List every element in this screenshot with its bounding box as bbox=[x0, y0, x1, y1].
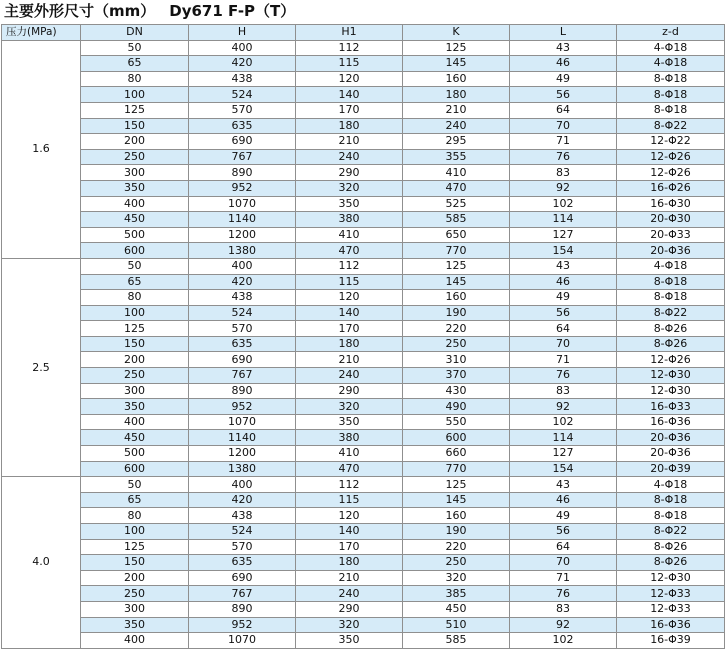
title-model: Dy671 F-P（T） bbox=[169, 2, 296, 20]
table-row bbox=[2, 243, 725, 259]
cell-zd: 12-Φ33 bbox=[617, 586, 725, 602]
table-row bbox=[2, 56, 725, 72]
cell-l: 102 bbox=[510, 414, 617, 430]
cell-h: 690 bbox=[189, 352, 296, 368]
cell-zd: 8-Φ22 bbox=[617, 118, 725, 134]
cell-dn: 250 bbox=[81, 149, 189, 165]
cell-dn: 250 bbox=[81, 368, 189, 384]
cell-h1: 240 bbox=[296, 149, 403, 165]
table-row bbox=[2, 539, 725, 555]
cell-l: 56 bbox=[510, 305, 617, 321]
cell-dn: 50 bbox=[81, 477, 189, 493]
cell-l: 102 bbox=[510, 196, 617, 212]
table-row bbox=[2, 336, 725, 352]
cell-zd: 16-Φ39 bbox=[617, 633, 725, 649]
cell-h1: 210 bbox=[296, 570, 403, 586]
cell-h1: 210 bbox=[296, 134, 403, 150]
cell-k: 160 bbox=[403, 508, 510, 524]
cell-h1: 320 bbox=[296, 180, 403, 196]
cell-dn: 600 bbox=[81, 461, 189, 477]
cell-zd: 20-Φ36 bbox=[617, 430, 725, 446]
cell-l: 102 bbox=[510, 633, 617, 649]
cell-h: 400 bbox=[189, 477, 296, 493]
cell-h1: 115 bbox=[296, 56, 403, 72]
cell-l: 92 bbox=[510, 399, 617, 415]
table-row bbox=[2, 134, 725, 150]
cell-zd: 4-Φ18 bbox=[617, 56, 725, 72]
table-row bbox=[2, 87, 725, 103]
cell-dn: 200 bbox=[81, 134, 189, 150]
cell-h1: 240 bbox=[296, 368, 403, 384]
table-row bbox=[2, 617, 725, 633]
table-row bbox=[2, 508, 725, 524]
cell-h1: 380 bbox=[296, 212, 403, 228]
cell-k: 770 bbox=[403, 461, 510, 477]
cell-h1: 290 bbox=[296, 165, 403, 181]
cell-l: 46 bbox=[510, 274, 617, 290]
cell-h1: 112 bbox=[296, 258, 403, 274]
cell-h1: 115 bbox=[296, 492, 403, 508]
cell-h: 400 bbox=[189, 258, 296, 274]
cell-dn: 100 bbox=[81, 524, 189, 540]
cell-h1: 410 bbox=[296, 446, 403, 462]
cell-l: 70 bbox=[510, 336, 617, 352]
header-row bbox=[2, 25, 725, 41]
cell-zd: 12-Φ22 bbox=[617, 134, 725, 150]
cell-zd: 8-Φ18 bbox=[617, 71, 725, 87]
cell-k: 125 bbox=[403, 477, 510, 493]
cell-h: 1380 bbox=[189, 243, 296, 259]
cell-dn: 300 bbox=[81, 601, 189, 617]
cell-dn: 100 bbox=[81, 87, 189, 103]
cell-dn: 500 bbox=[81, 227, 189, 243]
cell-k: 250 bbox=[403, 555, 510, 571]
cell-h1: 180 bbox=[296, 118, 403, 134]
cell-zd: 12-Φ33 bbox=[617, 601, 725, 617]
cell-h1: 410 bbox=[296, 227, 403, 243]
cell-k: 160 bbox=[403, 290, 510, 306]
cell-k: 450 bbox=[403, 601, 510, 617]
cell-h: 1070 bbox=[189, 414, 296, 430]
cell-k: 160 bbox=[403, 71, 510, 87]
cell-zd: 8-Φ26 bbox=[617, 336, 725, 352]
cell-dn: 350 bbox=[81, 180, 189, 196]
cell-h: 767 bbox=[189, 368, 296, 384]
cell-k: 660 bbox=[403, 446, 510, 462]
cell-k: 125 bbox=[403, 40, 510, 56]
cell-zd: 16-Φ26 bbox=[617, 180, 725, 196]
cell-l: 43 bbox=[510, 40, 617, 56]
cell-k: 430 bbox=[403, 383, 510, 399]
cell-zd: 8-Φ26 bbox=[617, 321, 725, 337]
dimension-table bbox=[1, 24, 725, 649]
cell-l: 76 bbox=[510, 368, 617, 384]
cell-dn: 80 bbox=[81, 508, 189, 524]
cell-k: 220 bbox=[403, 321, 510, 337]
cell-h1: 120 bbox=[296, 508, 403, 524]
cell-l: 83 bbox=[510, 601, 617, 617]
cell-k: 525 bbox=[403, 196, 510, 212]
cell-zd: 4-Φ18 bbox=[617, 40, 725, 56]
page-title bbox=[4, 1, 295, 21]
cell-zd: 12-Φ30 bbox=[617, 368, 725, 384]
cell-h: 1380 bbox=[189, 461, 296, 477]
cell-dn: 65 bbox=[81, 492, 189, 508]
cell-h: 524 bbox=[189, 524, 296, 540]
cell-h: 438 bbox=[189, 508, 296, 524]
cell-zd: 20-Φ33 bbox=[617, 227, 725, 243]
cell-dn: 400 bbox=[81, 414, 189, 430]
cell-dn: 300 bbox=[81, 383, 189, 399]
cell-l: 127 bbox=[510, 446, 617, 462]
cell-k: 190 bbox=[403, 305, 510, 321]
cell-h1: 470 bbox=[296, 243, 403, 259]
table-row bbox=[2, 446, 725, 462]
cell-h: 524 bbox=[189, 305, 296, 321]
cell-dn: 50 bbox=[81, 40, 189, 56]
cell-h1: 380 bbox=[296, 430, 403, 446]
cell-k: 490 bbox=[403, 399, 510, 415]
cell-zd: 12-Φ26 bbox=[617, 165, 725, 181]
cell-dn: 150 bbox=[81, 336, 189, 352]
cell-h1: 350 bbox=[296, 414, 403, 430]
cell-zd: 8-Φ18 bbox=[617, 508, 725, 524]
cell-dn: 80 bbox=[81, 71, 189, 87]
cell-l: 56 bbox=[510, 524, 617, 540]
cell-l: 154 bbox=[510, 461, 617, 477]
header-dn: DN bbox=[81, 25, 189, 41]
cell-l: 46 bbox=[510, 492, 617, 508]
cell-zd: 12-Φ26 bbox=[617, 149, 725, 165]
header-zd: z-d bbox=[617, 25, 725, 41]
cell-l: 71 bbox=[510, 570, 617, 586]
cell-k: 180 bbox=[403, 87, 510, 103]
cell-k: 770 bbox=[403, 243, 510, 259]
cell-dn: 600 bbox=[81, 243, 189, 259]
cell-dn: 150 bbox=[81, 118, 189, 134]
table-row bbox=[2, 352, 725, 368]
cell-h1: 112 bbox=[296, 477, 403, 493]
cell-k: 145 bbox=[403, 274, 510, 290]
cell-l: 71 bbox=[510, 134, 617, 150]
cell-h: 890 bbox=[189, 601, 296, 617]
cell-h: 890 bbox=[189, 165, 296, 181]
cell-h: 1200 bbox=[189, 446, 296, 462]
cell-h: 952 bbox=[189, 617, 296, 633]
cell-h: 635 bbox=[189, 118, 296, 134]
cell-h1: 170 bbox=[296, 539, 403, 555]
cell-k: 385 bbox=[403, 586, 510, 602]
table-row bbox=[2, 461, 725, 477]
table-row bbox=[2, 290, 725, 306]
table-row bbox=[2, 227, 725, 243]
cell-l: 43 bbox=[510, 477, 617, 493]
cell-zd: 8-Φ18 bbox=[617, 290, 725, 306]
cell-h1: 120 bbox=[296, 71, 403, 87]
cell-h: 438 bbox=[189, 290, 296, 306]
cell-k: 370 bbox=[403, 368, 510, 384]
table-row bbox=[2, 305, 725, 321]
cell-k: 220 bbox=[403, 539, 510, 555]
cell-h1: 320 bbox=[296, 399, 403, 415]
cell-l: 76 bbox=[510, 586, 617, 602]
table-row bbox=[2, 633, 725, 649]
table-row bbox=[2, 555, 725, 571]
cell-k: 240 bbox=[403, 118, 510, 134]
table-row bbox=[2, 149, 725, 165]
header-pressure: 压力(MPa) bbox=[2, 25, 81, 41]
cell-zd: 16-Φ30 bbox=[617, 196, 725, 212]
cell-zd: 8-Φ26 bbox=[617, 539, 725, 555]
cell-h1: 140 bbox=[296, 305, 403, 321]
cell-zd: 8-Φ22 bbox=[617, 305, 725, 321]
cell-l: 71 bbox=[510, 352, 617, 368]
cell-l: 76 bbox=[510, 149, 617, 165]
cell-l: 92 bbox=[510, 617, 617, 633]
table-row bbox=[2, 383, 725, 399]
cell-h1: 240 bbox=[296, 586, 403, 602]
table-row bbox=[2, 196, 725, 212]
cell-k: 600 bbox=[403, 430, 510, 446]
title-main: 主要外形尺寸（mm） bbox=[4, 2, 156, 20]
cell-zd: 16-Φ33 bbox=[617, 399, 725, 415]
cell-dn: 400 bbox=[81, 196, 189, 212]
cell-h: 1200 bbox=[189, 227, 296, 243]
cell-dn: 350 bbox=[81, 399, 189, 415]
cell-l: 49 bbox=[510, 290, 617, 306]
cell-h1: 290 bbox=[296, 601, 403, 617]
cell-zd: 8-Φ18 bbox=[617, 274, 725, 290]
cell-h: 1140 bbox=[189, 430, 296, 446]
cell-dn: 65 bbox=[81, 274, 189, 290]
table-row bbox=[2, 118, 725, 134]
pressure-cell: 1.6 bbox=[2, 40, 81, 258]
cell-h: 420 bbox=[189, 274, 296, 290]
cell-zd: 16-Φ36 bbox=[617, 617, 725, 633]
cell-h: 952 bbox=[189, 180, 296, 196]
cell-dn: 400 bbox=[81, 633, 189, 649]
cell-zd: 8-Φ18 bbox=[617, 492, 725, 508]
cell-k: 585 bbox=[403, 633, 510, 649]
cell-h1: 470 bbox=[296, 461, 403, 477]
cell-h1: 140 bbox=[296, 524, 403, 540]
cell-h1: 290 bbox=[296, 383, 403, 399]
cell-h: 570 bbox=[189, 102, 296, 118]
cell-l: 114 bbox=[510, 212, 617, 228]
cell-h: 690 bbox=[189, 570, 296, 586]
cell-h: 420 bbox=[189, 56, 296, 72]
cell-l: 43 bbox=[510, 258, 617, 274]
cell-h1: 170 bbox=[296, 102, 403, 118]
cell-h: 890 bbox=[189, 383, 296, 399]
cell-dn: 200 bbox=[81, 570, 189, 586]
cell-k: 210 bbox=[403, 102, 510, 118]
cell-zd: 12-Φ30 bbox=[617, 570, 725, 586]
table-row bbox=[2, 492, 725, 508]
cell-k: 310 bbox=[403, 352, 510, 368]
cell-dn: 125 bbox=[81, 102, 189, 118]
cell-zd: 8-Φ18 bbox=[617, 87, 725, 103]
cell-h1: 210 bbox=[296, 352, 403, 368]
cell-h1: 350 bbox=[296, 633, 403, 649]
cell-l: 49 bbox=[510, 71, 617, 87]
table-row bbox=[2, 368, 725, 384]
table-row bbox=[2, 586, 725, 602]
cell-h: 420 bbox=[189, 492, 296, 508]
header-h1: H1 bbox=[296, 25, 403, 41]
cell-k: 125 bbox=[403, 258, 510, 274]
cell-k: 585 bbox=[403, 212, 510, 228]
table-row bbox=[2, 258, 725, 274]
table-row bbox=[2, 414, 725, 430]
cell-zd: 20-Φ39 bbox=[617, 461, 725, 477]
cell-h1: 320 bbox=[296, 617, 403, 633]
cell-zd: 20-Φ30 bbox=[617, 212, 725, 228]
cell-k: 510 bbox=[403, 617, 510, 633]
cell-l: 64 bbox=[510, 321, 617, 337]
cell-h: 1070 bbox=[189, 633, 296, 649]
table-body bbox=[2, 40, 725, 648]
cell-zd: 8-Φ18 bbox=[617, 102, 725, 118]
cell-h: 400 bbox=[189, 40, 296, 56]
cell-zd: 20-Φ36 bbox=[617, 243, 725, 259]
cell-dn: 65 bbox=[81, 56, 189, 72]
cell-l: 83 bbox=[510, 165, 617, 181]
cell-k: 145 bbox=[403, 56, 510, 72]
cell-l: 56 bbox=[510, 87, 617, 103]
cell-dn: 150 bbox=[81, 555, 189, 571]
cell-dn: 50 bbox=[81, 258, 189, 274]
cell-dn: 100 bbox=[81, 305, 189, 321]
cell-h1: 112 bbox=[296, 40, 403, 56]
cell-dn: 450 bbox=[81, 430, 189, 446]
cell-zd: 4-Φ18 bbox=[617, 477, 725, 493]
cell-dn: 250 bbox=[81, 586, 189, 602]
table-row bbox=[2, 102, 725, 118]
cell-dn: 300 bbox=[81, 165, 189, 181]
header-k: K bbox=[403, 25, 510, 41]
cell-h1: 350 bbox=[296, 196, 403, 212]
cell-l: 70 bbox=[510, 118, 617, 134]
cell-h: 1140 bbox=[189, 212, 296, 228]
cell-k: 190 bbox=[403, 524, 510, 540]
table-row bbox=[2, 40, 725, 56]
cell-h1: 180 bbox=[296, 555, 403, 571]
cell-k: 550 bbox=[403, 414, 510, 430]
table-row bbox=[2, 399, 725, 415]
cell-l: 49 bbox=[510, 508, 617, 524]
table-row bbox=[2, 165, 725, 181]
cell-h: 767 bbox=[189, 586, 296, 602]
cell-h: 635 bbox=[189, 336, 296, 352]
cell-k: 320 bbox=[403, 570, 510, 586]
cell-zd: 16-Φ36 bbox=[617, 414, 725, 430]
cell-l: 46 bbox=[510, 56, 617, 72]
pressure-cell: 2.5 bbox=[2, 258, 81, 476]
cell-h1: 180 bbox=[296, 336, 403, 352]
cell-zd: 8-Φ26 bbox=[617, 555, 725, 571]
cell-h: 1070 bbox=[189, 196, 296, 212]
cell-l: 64 bbox=[510, 102, 617, 118]
cell-h: 438 bbox=[189, 71, 296, 87]
cell-l: 127 bbox=[510, 227, 617, 243]
cell-dn: 450 bbox=[81, 212, 189, 228]
table-row bbox=[2, 570, 725, 586]
table-row bbox=[2, 524, 725, 540]
cell-h1: 140 bbox=[296, 87, 403, 103]
cell-dn: 125 bbox=[81, 321, 189, 337]
cell-dn: 80 bbox=[81, 290, 189, 306]
table-row bbox=[2, 430, 725, 446]
cell-dn: 125 bbox=[81, 539, 189, 555]
table-row bbox=[2, 212, 725, 228]
cell-h: 524 bbox=[189, 87, 296, 103]
cell-k: 250 bbox=[403, 336, 510, 352]
pressure-cell: 4.0 bbox=[2, 477, 81, 649]
cell-l: 92 bbox=[510, 180, 617, 196]
cell-dn: 500 bbox=[81, 446, 189, 462]
cell-k: 145 bbox=[403, 492, 510, 508]
cell-k: 650 bbox=[403, 227, 510, 243]
cell-h: 635 bbox=[189, 555, 296, 571]
cell-k: 410 bbox=[403, 165, 510, 181]
table-row bbox=[2, 477, 725, 493]
cell-zd: 8-Φ22 bbox=[617, 524, 725, 540]
cell-h: 767 bbox=[189, 149, 296, 165]
cell-l: 83 bbox=[510, 383, 617, 399]
cell-h: 570 bbox=[189, 539, 296, 555]
cell-k: 470 bbox=[403, 180, 510, 196]
cell-h1: 170 bbox=[296, 321, 403, 337]
cell-l: 64 bbox=[510, 539, 617, 555]
cell-zd: 4-Φ18 bbox=[617, 258, 725, 274]
table-row bbox=[2, 71, 725, 87]
table-row bbox=[2, 321, 725, 337]
table-row bbox=[2, 601, 725, 617]
cell-k: 355 bbox=[403, 149, 510, 165]
cell-zd: 12-Φ26 bbox=[617, 352, 725, 368]
table-row bbox=[2, 274, 725, 290]
cell-h: 952 bbox=[189, 399, 296, 415]
cell-h1: 115 bbox=[296, 274, 403, 290]
cell-l: 70 bbox=[510, 555, 617, 571]
cell-l: 114 bbox=[510, 430, 617, 446]
table-row bbox=[2, 180, 725, 196]
cell-h1: 120 bbox=[296, 290, 403, 306]
cell-dn: 200 bbox=[81, 352, 189, 368]
cell-dn: 350 bbox=[81, 617, 189, 633]
cell-h: 570 bbox=[189, 321, 296, 337]
header-l: L bbox=[510, 25, 617, 41]
cell-zd: 20-Φ36 bbox=[617, 446, 725, 462]
cell-h: 690 bbox=[189, 134, 296, 150]
cell-k: 295 bbox=[403, 134, 510, 150]
header-h: H bbox=[189, 25, 296, 41]
cell-l: 154 bbox=[510, 243, 617, 259]
cell-zd: 12-Φ30 bbox=[617, 383, 725, 399]
